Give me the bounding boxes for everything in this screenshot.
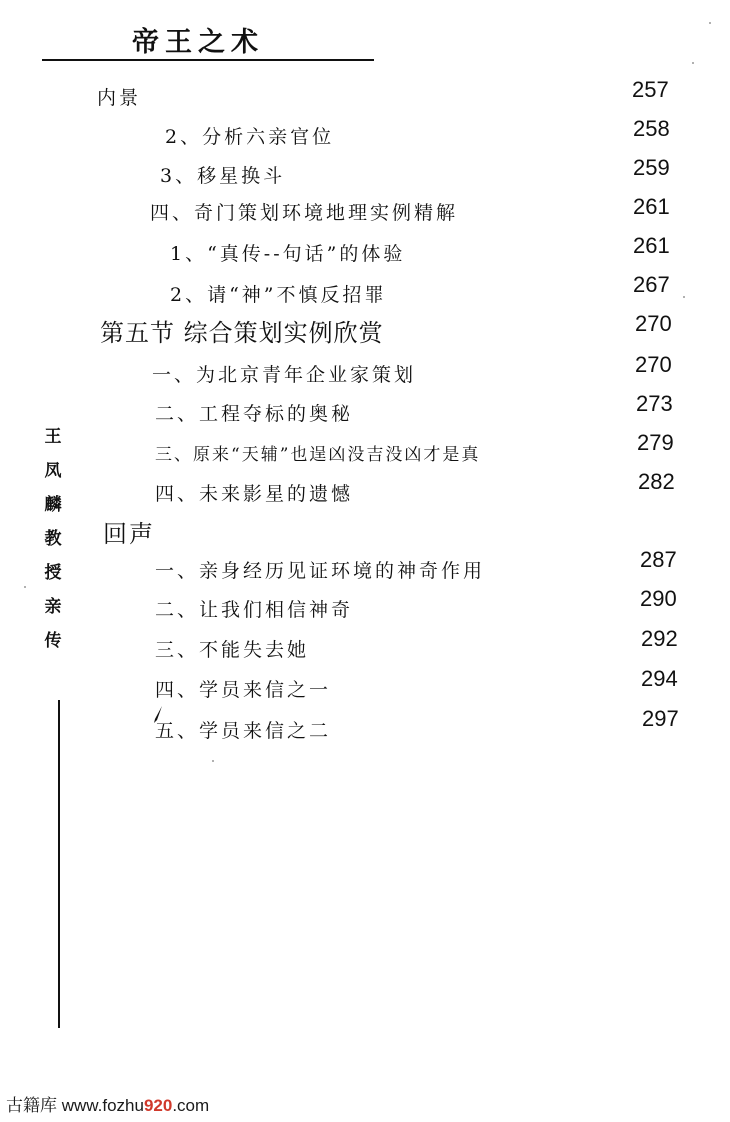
toc-entry-label: 三、原来“天辅”也逞凶没吉没凶才是真 [155, 445, 481, 465]
pen-mark [152, 705, 164, 725]
toc-entry [0, 391, 730, 438]
toc-section-title: 第五节 综合策划实例欣赏 [100, 319, 384, 347]
watermark-url-prefix: www.fozhu [61, 1096, 144, 1115]
toc-entry-page: 282 [638, 469, 675, 494]
toc-entry-page: 287 [640, 547, 677, 572]
watermark [6, 1091, 209, 1116]
toc-entry-label: 2、请“神”不慎反招罪 [170, 284, 387, 306]
toc-entry [0, 155, 730, 198]
side-rule [58, 700, 60, 1028]
toc-entry-page: 273 [636, 391, 673, 416]
toc-entry-page: 270 [635, 311, 672, 336]
toc-entry [0, 352, 730, 398]
toc-entry [0, 666, 730, 716]
toc-entry-page: 297 [642, 706, 679, 731]
scan-speck [692, 62, 694, 64]
toc-entry [0, 311, 730, 356]
toc-entry [0, 194, 730, 238]
toc-entry-page: 294 [641, 666, 678, 691]
watermark-site-name: 古籍库 [6, 1096, 57, 1115]
toc-entry-label: 一、为北京青年企业家策划 [152, 364, 417, 386]
toc-entry [0, 233, 730, 278]
header-rule [42, 59, 374, 61]
toc-entry [0, 518, 730, 556]
toc-entry-label: 五、学员来信之二 [155, 720, 332, 742]
toc-entry-label: 四、学员来信之一 [155, 679, 332, 701]
running-head-title: 帝王之术 [132, 27, 264, 58]
toc-entry-label: 内景 [97, 87, 142, 109]
toc-entry [0, 626, 730, 676]
toc-entry-label: 四、奇门策划环境地理实例精解 [150, 202, 459, 224]
toc-chapter-title: 回声 [103, 520, 155, 548]
toc-entry-page: 258 [633, 116, 670, 141]
toc-entry-page: 292 [641, 626, 678, 651]
toc-entry [0, 547, 730, 596]
author-side-note: 王凤麟教授亲传 [44, 427, 62, 651]
toc-entry-label: 3、移星换斗 [160, 165, 286, 187]
scan-speck [212, 760, 214, 762]
toc-entry-label: 一、亲身经历见证环境的神奇作用 [155, 560, 486, 582]
toc-entry [0, 77, 730, 118]
toc-entry-page: 257 [632, 77, 669, 102]
toc-entry-label: 四、未来影星的遗憾 [155, 483, 354, 505]
toc-entry-page: 279 [637, 430, 674, 455]
toc-entry-label: 二、工程夺标的奥秘 [155, 403, 354, 425]
toc-entry [0, 469, 730, 518]
toc-entry-label: 三、不能失去她 [155, 639, 310, 661]
toc-entry [0, 116, 730, 158]
toc-entry-label: 2、分析六亲官位 [165, 126, 335, 148]
toc-entry [0, 272, 730, 318]
scan-speck [709, 22, 711, 24]
toc-entry-label: 二、让我们相信神奇 [155, 599, 354, 621]
toc-entry-page: 261 [633, 233, 670, 258]
watermark-url-accent: 920 [143, 1096, 173, 1115]
toc-entry-page: 270 [635, 352, 672, 377]
scan-speck [683, 296, 685, 298]
toc-entry [0, 586, 730, 636]
toc-entry-page: 261 [633, 194, 670, 219]
toc-entry-page: 290 [640, 586, 677, 611]
toc-entry [0, 430, 730, 478]
scan-speck [24, 586, 26, 588]
watermark-url-suffix: .com [172, 1096, 210, 1115]
toc-entry [0, 706, 730, 756]
toc-entry-page: 267 [633, 272, 670, 297]
toc-entry-label: 1、“真传--句话”的体验 [170, 243, 406, 265]
toc-entry-page: 259 [633, 155, 670, 180]
